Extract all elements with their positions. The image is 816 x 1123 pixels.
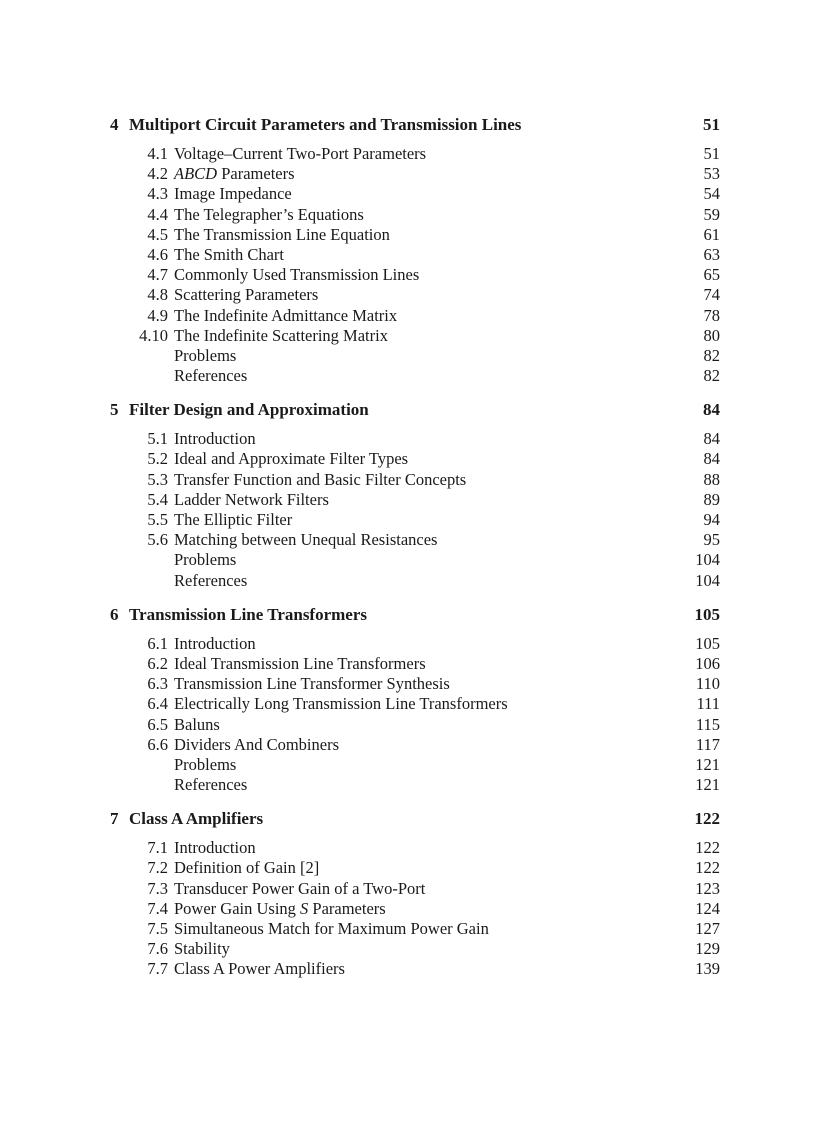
section-page: 104: [695, 550, 720, 570]
section-page: 82: [703, 366, 720, 386]
toc-entry[interactable]: [110, 490, 720, 510]
section-title: References: [174, 570, 248, 590]
section-page: 121: [695, 775, 720, 795]
chapter-heading[interactable]: [110, 808, 720, 830]
section-page: 74: [703, 285, 720, 305]
section-page: 115: [695, 714, 720, 734]
section-number: 4.9: [147, 305, 168, 325]
section-title: Class A Power Amplifiers: [174, 959, 345, 979]
section-title: Introduction: [174, 838, 256, 858]
toc-entry[interactable]: [110, 858, 720, 878]
toc-entry[interactable]: [110, 775, 720, 795]
toc-entry[interactable]: [110, 919, 720, 939]
toc-entry[interactable]: [110, 838, 720, 858]
section-page: 80: [703, 325, 720, 345]
section-page: 122: [695, 838, 720, 858]
toc-entry[interactable]: [110, 285, 720, 305]
section-title: Ideal and Approximate Filter Types: [174, 449, 409, 469]
section-page: 124: [695, 898, 720, 918]
section-title: [174, 899, 695, 919]
toc-entry[interactable]: [110, 654, 720, 674]
section-title: Introduction: [174, 633, 256, 653]
section-title: Baluns: [174, 714, 220, 734]
section-page: 53: [703, 164, 720, 184]
section-title: The Elliptic Filter: [174, 510, 293, 529]
section-title: The Telegrapher’s Equations: [174, 204, 364, 224]
toc-entry[interactable]: [110, 245, 720, 265]
toc-entry[interactable]: [110, 735, 720, 755]
toc-entry[interactable]: [110, 366, 720, 386]
section-page: 110: [695, 674, 720, 694]
toc-entry[interactable]: [110, 694, 720, 714]
chapter-7: [110, 808, 720, 979]
section-title-start: Power Gain Using: [174, 898, 301, 918]
toc-entry[interactable]: [110, 939, 720, 959]
toc-entry[interactable]: [110, 899, 720, 919]
section-page: 129: [695, 939, 720, 959]
section-number: 7.5: [147, 919, 168, 938]
section-title: Transmission Line Transformer Synthesis: [174, 674, 450, 694]
toc-entry[interactable]: [110, 571, 720, 591]
toc-entry[interactable]: [110, 164, 720, 184]
section-page: 117: [695, 734, 720, 754]
section-page: 65: [703, 265, 720, 285]
toc-entry[interactable]: [110, 265, 720, 285]
section-title: Ideal Transmission Line Transformers: [174, 653, 426, 673]
section-number: 4.4: [147, 204, 168, 224]
section-page: 61: [703, 224, 720, 244]
section-title: Transfer Function and Basic Filter Concepts: [174, 469, 467, 489]
toc-entry[interactable]: [110, 715, 720, 735]
section-number: 6.3: [147, 674, 168, 694]
section-title-italic: S: [300, 898, 309, 918]
section-title: Dividers And Combiners: [174, 734, 339, 754]
section-number: 5.4: [147, 489, 168, 509]
toc-entry[interactable]: [110, 144, 720, 164]
section-number: 6.1: [147, 633, 168, 653]
section-number: 5.6: [147, 530, 168, 550]
toc-entry[interactable]: [110, 879, 720, 899]
section-title-end: Parameters: [308, 898, 386, 918]
section-page: 63: [703, 244, 720, 264]
section-number: 5.5: [147, 510, 168, 529]
toc-entry[interactable]: [110, 634, 720, 654]
section-number: 7.2: [147, 858, 168, 878]
section-number: 7.3: [147, 878, 168, 898]
section-page: 123: [695, 878, 720, 898]
chapter-number: 5: [110, 400, 119, 420]
chapter-title: Multiport Circuit Parameters and Transmission Lines: [129, 115, 522, 134]
section-page: 51: [703, 144, 720, 163]
chapter-4: [110, 114, 720, 386]
section-list: [110, 429, 720, 591]
toc-entry[interactable]: [110, 959, 720, 979]
toc-entry[interactable]: [110, 674, 720, 694]
chapter-page: 51: [703, 115, 720, 134]
chapter-page: 122: [694, 809, 720, 829]
section-title: Problems: [174, 345, 237, 365]
section-title: [174, 164, 704, 184]
section-title: Voltage–Current Two-Port Parameters: [174, 144, 427, 163]
section-number: 7.6: [147, 939, 168, 959]
section-page: 88: [703, 469, 720, 489]
section-page: 59: [703, 204, 720, 224]
chapter-title: Class A Amplifiers: [129, 809, 264, 829]
section-title: The Indefinite Scattering Matrix: [174, 325, 388, 345]
section-title: Image Impedance: [174, 184, 292, 204]
toc-entry[interactable]: [110, 470, 720, 490]
section-title: Problems: [174, 550, 237, 570]
section-page: 139: [695, 959, 720, 979]
chapter-number: 7: [110, 809, 119, 829]
chapter-page: 84: [703, 400, 720, 420]
toc-entry[interactable]: [110, 326, 720, 346]
section-title: Scattering Parameters: [174, 285, 319, 305]
toc-entry[interactable]: [110, 205, 720, 225]
section-title: The Transmission Line Equation: [174, 224, 390, 244]
chapter-page: 105: [694, 604, 720, 624]
section-number: 5.1: [147, 429, 168, 449]
section-page: 111: [696, 694, 720, 714]
section-number: 4.6: [147, 244, 168, 264]
chapter-title: Transmission Line Transformers: [129, 604, 368, 624]
section-number: 6.4: [147, 694, 168, 714]
section-title: References: [174, 775, 248, 795]
chapter-number: 4: [110, 115, 119, 134]
section-title: Simultaneous Match for Maximum Power Gain: [174, 919, 489, 938]
section-list: [110, 144, 720, 386]
section-page: 82: [703, 345, 720, 365]
toc-entry[interactable]: [110, 510, 720, 530]
section-page: 89: [703, 489, 720, 509]
section-number: 4.10: [139, 325, 168, 345]
section-number: 4.7: [147, 265, 168, 285]
section-number: 5.2: [147, 449, 168, 469]
toc-entry[interactable]: [110, 755, 720, 775]
section-title: Ladder Network Filters: [174, 489, 329, 509]
section-number: 4.5: [147, 224, 168, 244]
toc-entry[interactable]: [110, 429, 720, 449]
section-title: Matching between Unequal Resistances: [174, 530, 438, 550]
section-title: Electrically Long Transmission Line Transformers: [174, 694, 508, 714]
section-page: 95: [703, 530, 720, 550]
section-number: 7.7: [147, 959, 168, 979]
section-title: Transducer Power Gain of a Two-Port: [174, 878, 426, 898]
section-title-italic: ABCD: [174, 164, 218, 184]
toc-entry[interactable]: [110, 306, 720, 326]
section-number: 4.1: [147, 144, 168, 163]
toc-entry[interactable]: [110, 184, 720, 204]
section-title: Stability: [174, 939, 230, 959]
section-page: 54: [703, 184, 720, 204]
section-number: 4.8: [147, 285, 168, 305]
toc-entry[interactable]: [110, 530, 720, 550]
section-page: 105: [695, 633, 720, 653]
section-page: 127: [695, 919, 720, 938]
section-page: 104: [695, 570, 720, 590]
chapter-number: 6: [110, 604, 119, 624]
section-number: 6.6: [147, 734, 168, 754]
section-title: Definition of Gain [2]: [174, 858, 320, 878]
section-title: References: [174, 366, 248, 386]
toc-entry[interactable]: [110, 225, 720, 245]
section-number: 6.2: [147, 653, 168, 673]
section-page: 78: [703, 305, 720, 325]
chapter-5: [110, 399, 720, 591]
section-number: 6.5: [147, 714, 168, 734]
section-title: The Indefinite Admittance Matrix: [174, 305, 398, 325]
section-number: 4.3: [147, 184, 168, 204]
section-page: 94: [703, 510, 720, 529]
section-page: 84: [703, 449, 720, 469]
section-page: 84: [703, 429, 720, 449]
section-number: 5.3: [147, 469, 168, 489]
table-of-contents: [110, 114, 720, 993]
section-list: [110, 838, 720, 979]
section-number: 7.1: [147, 838, 168, 858]
section-title: Introduction: [174, 429, 256, 449]
section-page: 121: [695, 754, 720, 774]
section-page: 106: [695, 653, 720, 673]
chapter-6: [110, 604, 720, 796]
section-title-rest: Parameters: [217, 164, 295, 184]
section-title: The Smith Chart: [174, 244, 284, 264]
section-title: Commonly Used Transmission Lines: [174, 265, 420, 285]
toc-entry[interactable]: [110, 550, 720, 570]
chapter-heading[interactable]: [110, 114, 720, 136]
toc-entry[interactable]: [110, 346, 720, 366]
chapter-heading[interactable]: [110, 399, 720, 421]
chapter-heading[interactable]: [110, 604, 720, 626]
section-number: 7.4: [147, 898, 168, 918]
toc-entry[interactable]: [110, 449, 720, 469]
section-title: Problems: [174, 754, 237, 774]
section-number: 4.2: [147, 164, 168, 184]
section-list: [110, 634, 720, 796]
chapter-title: Filter Design and Approximation: [129, 400, 369, 420]
section-page: 122: [695, 858, 720, 878]
